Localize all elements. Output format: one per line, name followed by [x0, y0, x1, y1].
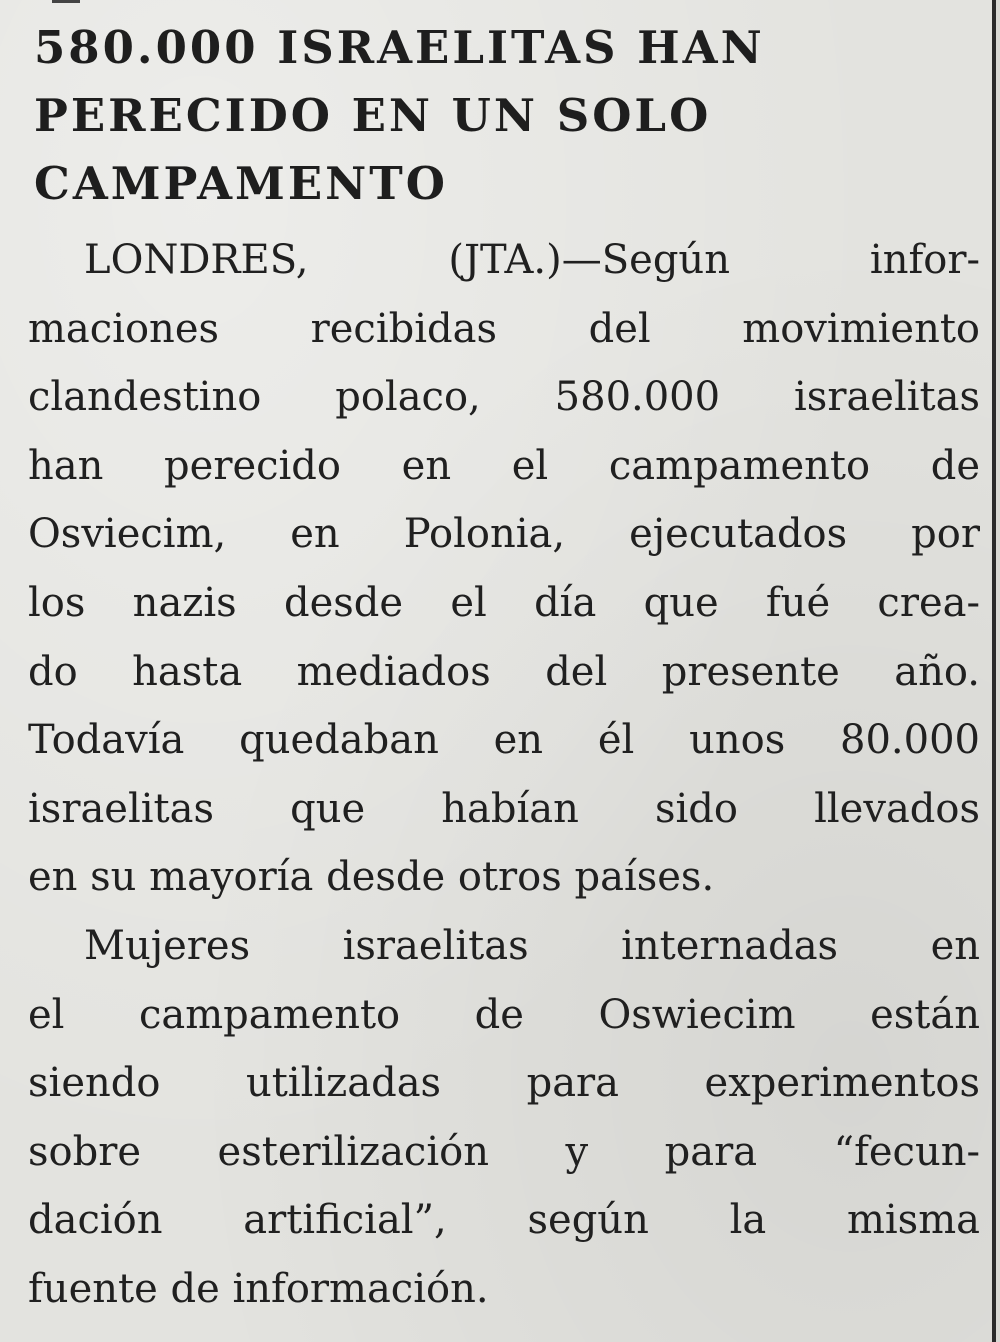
text-line: los nazis desde el día que fué crea- — [28, 579, 980, 626]
headline-line: 580.000 ISRAELITAS HAN — [34, 21, 765, 74]
text-line: maciones recibidas del movimiento — [28, 305, 980, 352]
article-body — [28, 226, 980, 1324]
text-line: dación artificial”, según la misma — [28, 1197, 980, 1244]
headline-line: CAMPAMENTO — [34, 157, 448, 210]
text-line: el campamento de Oswiecim están — [28, 991, 980, 1038]
text-line: Todavía quedaban en él unos 80.000 — [28, 717, 980, 764]
text-line: israelitas que habían sido llevados — [28, 785, 980, 832]
page-gutter — [996, 0, 1000, 1342]
headline-line: PERECIDO EN UN SOLO — [34, 89, 712, 142]
text-line: en su mayoría desde otros países. — [28, 854, 715, 901]
headline — [34, 14, 974, 218]
text-line: sobre esterilización y para “fecun- — [28, 1128, 980, 1175]
paragraph-1 — [28, 226, 980, 912]
paragraph-2 — [28, 912, 980, 1324]
text-line: fuente de información. — [28, 1265, 489, 1312]
text-line: Mujeres israelitas internadas en — [84, 922, 980, 969]
text-line: clandestino polaco, 580.000 israelitas — [28, 374, 980, 421]
text-line: siendo utilizadas para experimentos — [28, 1060, 980, 1107]
print-mark — [52, 0, 80, 3]
text-line: han perecido en el campamento de — [28, 442, 980, 489]
text-line: LONDRES, (JTA.)—Según infor- — [84, 237, 980, 283]
text-line: do hasta mediados del presente año. — [28, 648, 980, 695]
text-line: Osviecim, en Polonia, ejecutados por — [28, 511, 980, 558]
